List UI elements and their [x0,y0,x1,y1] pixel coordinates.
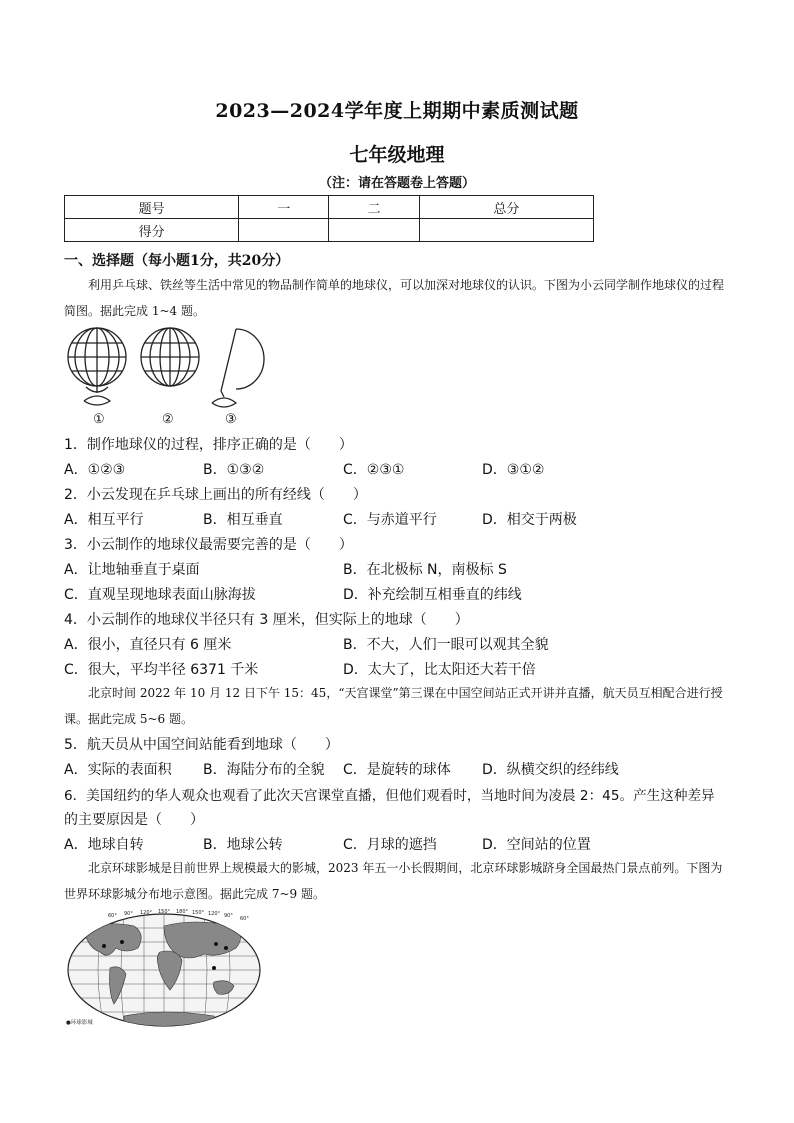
longitude-label: 60° [108,913,117,919]
option-a[interactable]: A．很小，直径只有 6 厘米 [64,637,232,653]
score-cell: 得分 [65,219,239,242]
score-cell: 二 [329,196,419,219]
option-a[interactable]: A．实际的表面积 [64,762,172,778]
map-legend: ●环球影城 [66,1020,93,1026]
exam-title: 2023—2024学年度上期期中素质测试题 [215,100,579,122]
score-table [64,195,594,242]
exam-subject: 七年级地理 [349,144,445,166]
world-map-figure [64,908,264,1030]
globe-with-stand-icon [68,328,126,405]
passage-1: 利用乒乓球、铁丝等生活中常见的物品制作简单的地球仪，可以加深对地球仪的认识。下图为小云同学制作地球仪的过程简图。据此完成 1~4 题。 [64,278,725,318]
option-c[interactable]: C．月球的遮挡 [343,837,437,853]
option-a[interactable]: A．让地轴垂直于桌面 [64,562,200,578]
longitude-label: 180° [176,909,189,915]
exam-note: （注：请在答题卷上答题） [318,176,475,191]
question-stem: 5．航天员从中国空间站能看到地球（ ） [64,737,339,753]
option-b[interactable]: B．地球公转 [203,837,283,853]
score-cell[interactable] [419,219,593,242]
ball-with-lines-icon [141,328,199,386]
longitude-label: 150° [158,909,171,915]
option-d[interactable]: D．相交于两极 [482,512,577,528]
option-b[interactable]: B．在北极标 N，南极标 S [343,562,507,578]
wire-stand-icon [212,329,264,407]
option-c[interactable]: C．是旋转的球体 [343,762,451,778]
longitude-label: 90° [224,913,233,919]
passage-3: 北京环球影城是目前世界上规模最大的影城，2023 年五一小长假期间，北京环球影城跻身全国最热门景点前列。下图为世界环球影城分布地示意图。据此完成 7~9 题。 [64,861,723,901]
option-a[interactable]: A．地球自转 [64,837,144,853]
option-d[interactable]: D．补充绘制互相垂直的纬线 [343,587,522,603]
globe-steps-figure [64,325,274,425]
option-c[interactable]: C．与赤道平行 [343,512,437,528]
option-b[interactable]: B．不大，人们一眼可以观其全貌 [343,637,549,653]
score-cell[interactable] [329,219,419,242]
question-stem-continued: 的主要原因是（ ） [64,812,204,828]
score-cell: 一 [239,196,329,219]
longitude-label: 120° [208,911,221,917]
option-d[interactable]: D．太大了，比太阳还大若干倍 [343,662,536,678]
option-a[interactable]: A．相互平行 [64,512,144,528]
option-d[interactable]: D．纵横交织的经纬线 [482,762,619,778]
option-b[interactable]: B．相互垂直 [203,512,283,528]
question-stem: 1．制作地球仪的过程，排序正确的是（ ） [64,437,353,453]
option-c[interactable]: C．很大，平均半径 6371 千米 [64,662,259,678]
figure-label: ② [162,412,174,427]
option-a[interactable]: A．①②③ [64,462,126,478]
score-cell: 题号 [65,196,239,219]
longitude-label: 90° [124,911,133,917]
figure-label: ① [93,412,105,427]
passage-2: 北京时间 2022 年 10 月 12 日下午 15：45，“天宫课堂”第三课在中国空间站正式开讲并直播，航天员互相配合进行授课。据此完成 5~6 题。 [64,686,723,726]
option-c[interactable]: C．直观呈现地球表面山脉海拔 [64,587,256,603]
score-cell: 总分 [419,196,593,219]
option-d[interactable]: D．空间站的位置 [482,837,591,853]
question-stem: 2．小云发现在乒乓球上画出的所有经线（ ） [64,487,367,503]
longitude-label: 60° [240,916,249,922]
question-stem: 6．美国纽约的华人观众也观看了此次天宫课堂直播，但他们观看时，当地时间为凌晨 2：45。产生这种差异 [64,788,715,804]
longitude-label: 120° [140,910,153,916]
question-stem: 4．小云制作的地球仪半径只有 3 厘米，但实际上的地球（ ） [64,612,469,628]
option-b[interactable]: B．海陆分布的全貌 [203,762,325,778]
section-heading: 一、选择题（每小题1分，共20分） [64,253,290,269]
figure-label: ③ [225,412,237,427]
question-stem: 3．小云制作的地球仪最需要完善的是（ ） [64,537,353,553]
score-cell[interactable] [239,219,329,242]
option-b[interactable]: B．①③② [203,462,265,478]
option-c[interactable]: C．②③① [343,462,405,478]
longitude-label: 150° [192,910,205,916]
option-d[interactable]: D．③①② [482,462,545,478]
